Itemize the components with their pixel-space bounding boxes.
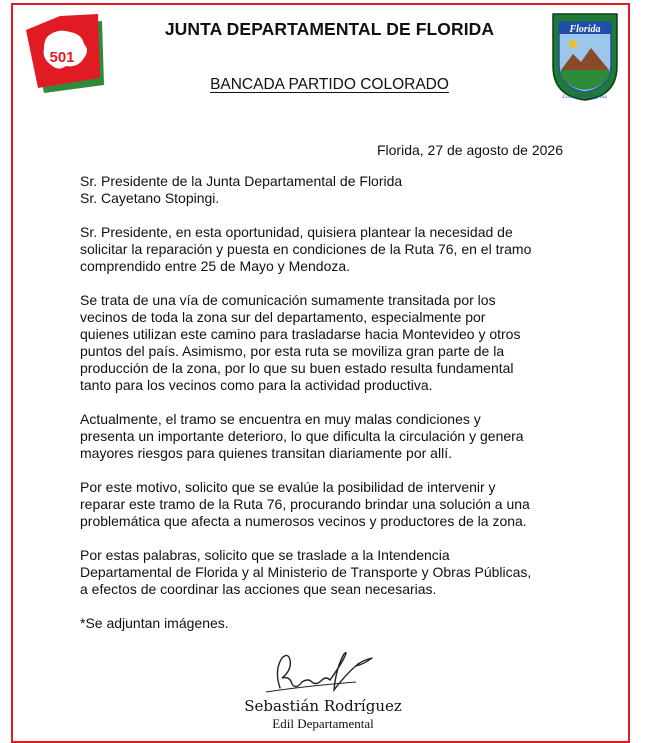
logo-number: 501 <box>49 49 75 66</box>
recipient-line: Sr. Cayetano Stopingi. <box>80 190 220 206</box>
letter-body <box>80 173 580 649</box>
svg-text:Libertad y Progreso: Libertad y Progreso <box>562 94 608 100</box>
paragraph: Sr. Presidente, en esta oportunidad, quisiera plantear la necesidad de solicitar la reparación y puesta en condiciones de la Ruta 76, en el tramo comprendido entre 25 de Mayo y Mendoza. <box>80 224 532 274</box>
letter-date: Florida, 27 de agosto de 2026 <box>376 142 563 158</box>
recipient-block <box>80 173 580 207</box>
svg-text:Florida: Florida <box>569 24 601 35</box>
header-subtitle: BANCADA PARTIDO COLORADO <box>210 76 449 93</box>
recipient-line: Sr. Presidente de la Junta Departamental de Florida <box>80 173 403 189</box>
attachment-note: *Se adjuntan imágenes. <box>80 615 229 631</box>
paragraph: Por este motivo, solicito que se evalúe la posibilidad de intervenir y reparar este tramo de la Ruta 76, procurando brindar una solución a una problemática que afecta a numerosos vecinos y productores de la zona. <box>80 479 530 529</box>
florida-coat-of-arms-logo <box>547 10 623 102</box>
header-title: JUNTA DEPARTAMENTAL DE FLORIDA <box>164 19 495 39</box>
handwritten-signature <box>236 646 416 702</box>
signatory-name: Sebastián Rodríguez <box>244 697 402 715</box>
paragraph: Actualmente, el tramo se encuentra en muy malas condiciones y presenta un importante deterioro, lo que dificulta la circulación y genera mayores riesgos para quienes transitan diariamente por allí. <box>80 411 524 461</box>
signatory-role: Edil Departamental <box>272 716 374 731</box>
list-501-logo <box>22 12 108 94</box>
paragraph: Por estas palabras, solicito que se traslade a la Intendencia Departamental de Florida y al Ministerio de Transporte y Obras Públicas, a efectos de coordinar las acciones que sean necesarias. <box>80 547 532 597</box>
paragraph: Se trata de una vía de comunicación sumamente transitada por los vecinos de toda la zona sur del departamento, especialmente por quienes utilizan este camino para trasladarse hacia Montevideo y otros puntos del país. Asimismo, por esta ruta se moviliza gran parte de la producción de la zona, por lo que su buen estado resulta fundamental tanto para los vecinos como para la actividad productiva. <box>80 292 521 393</box>
